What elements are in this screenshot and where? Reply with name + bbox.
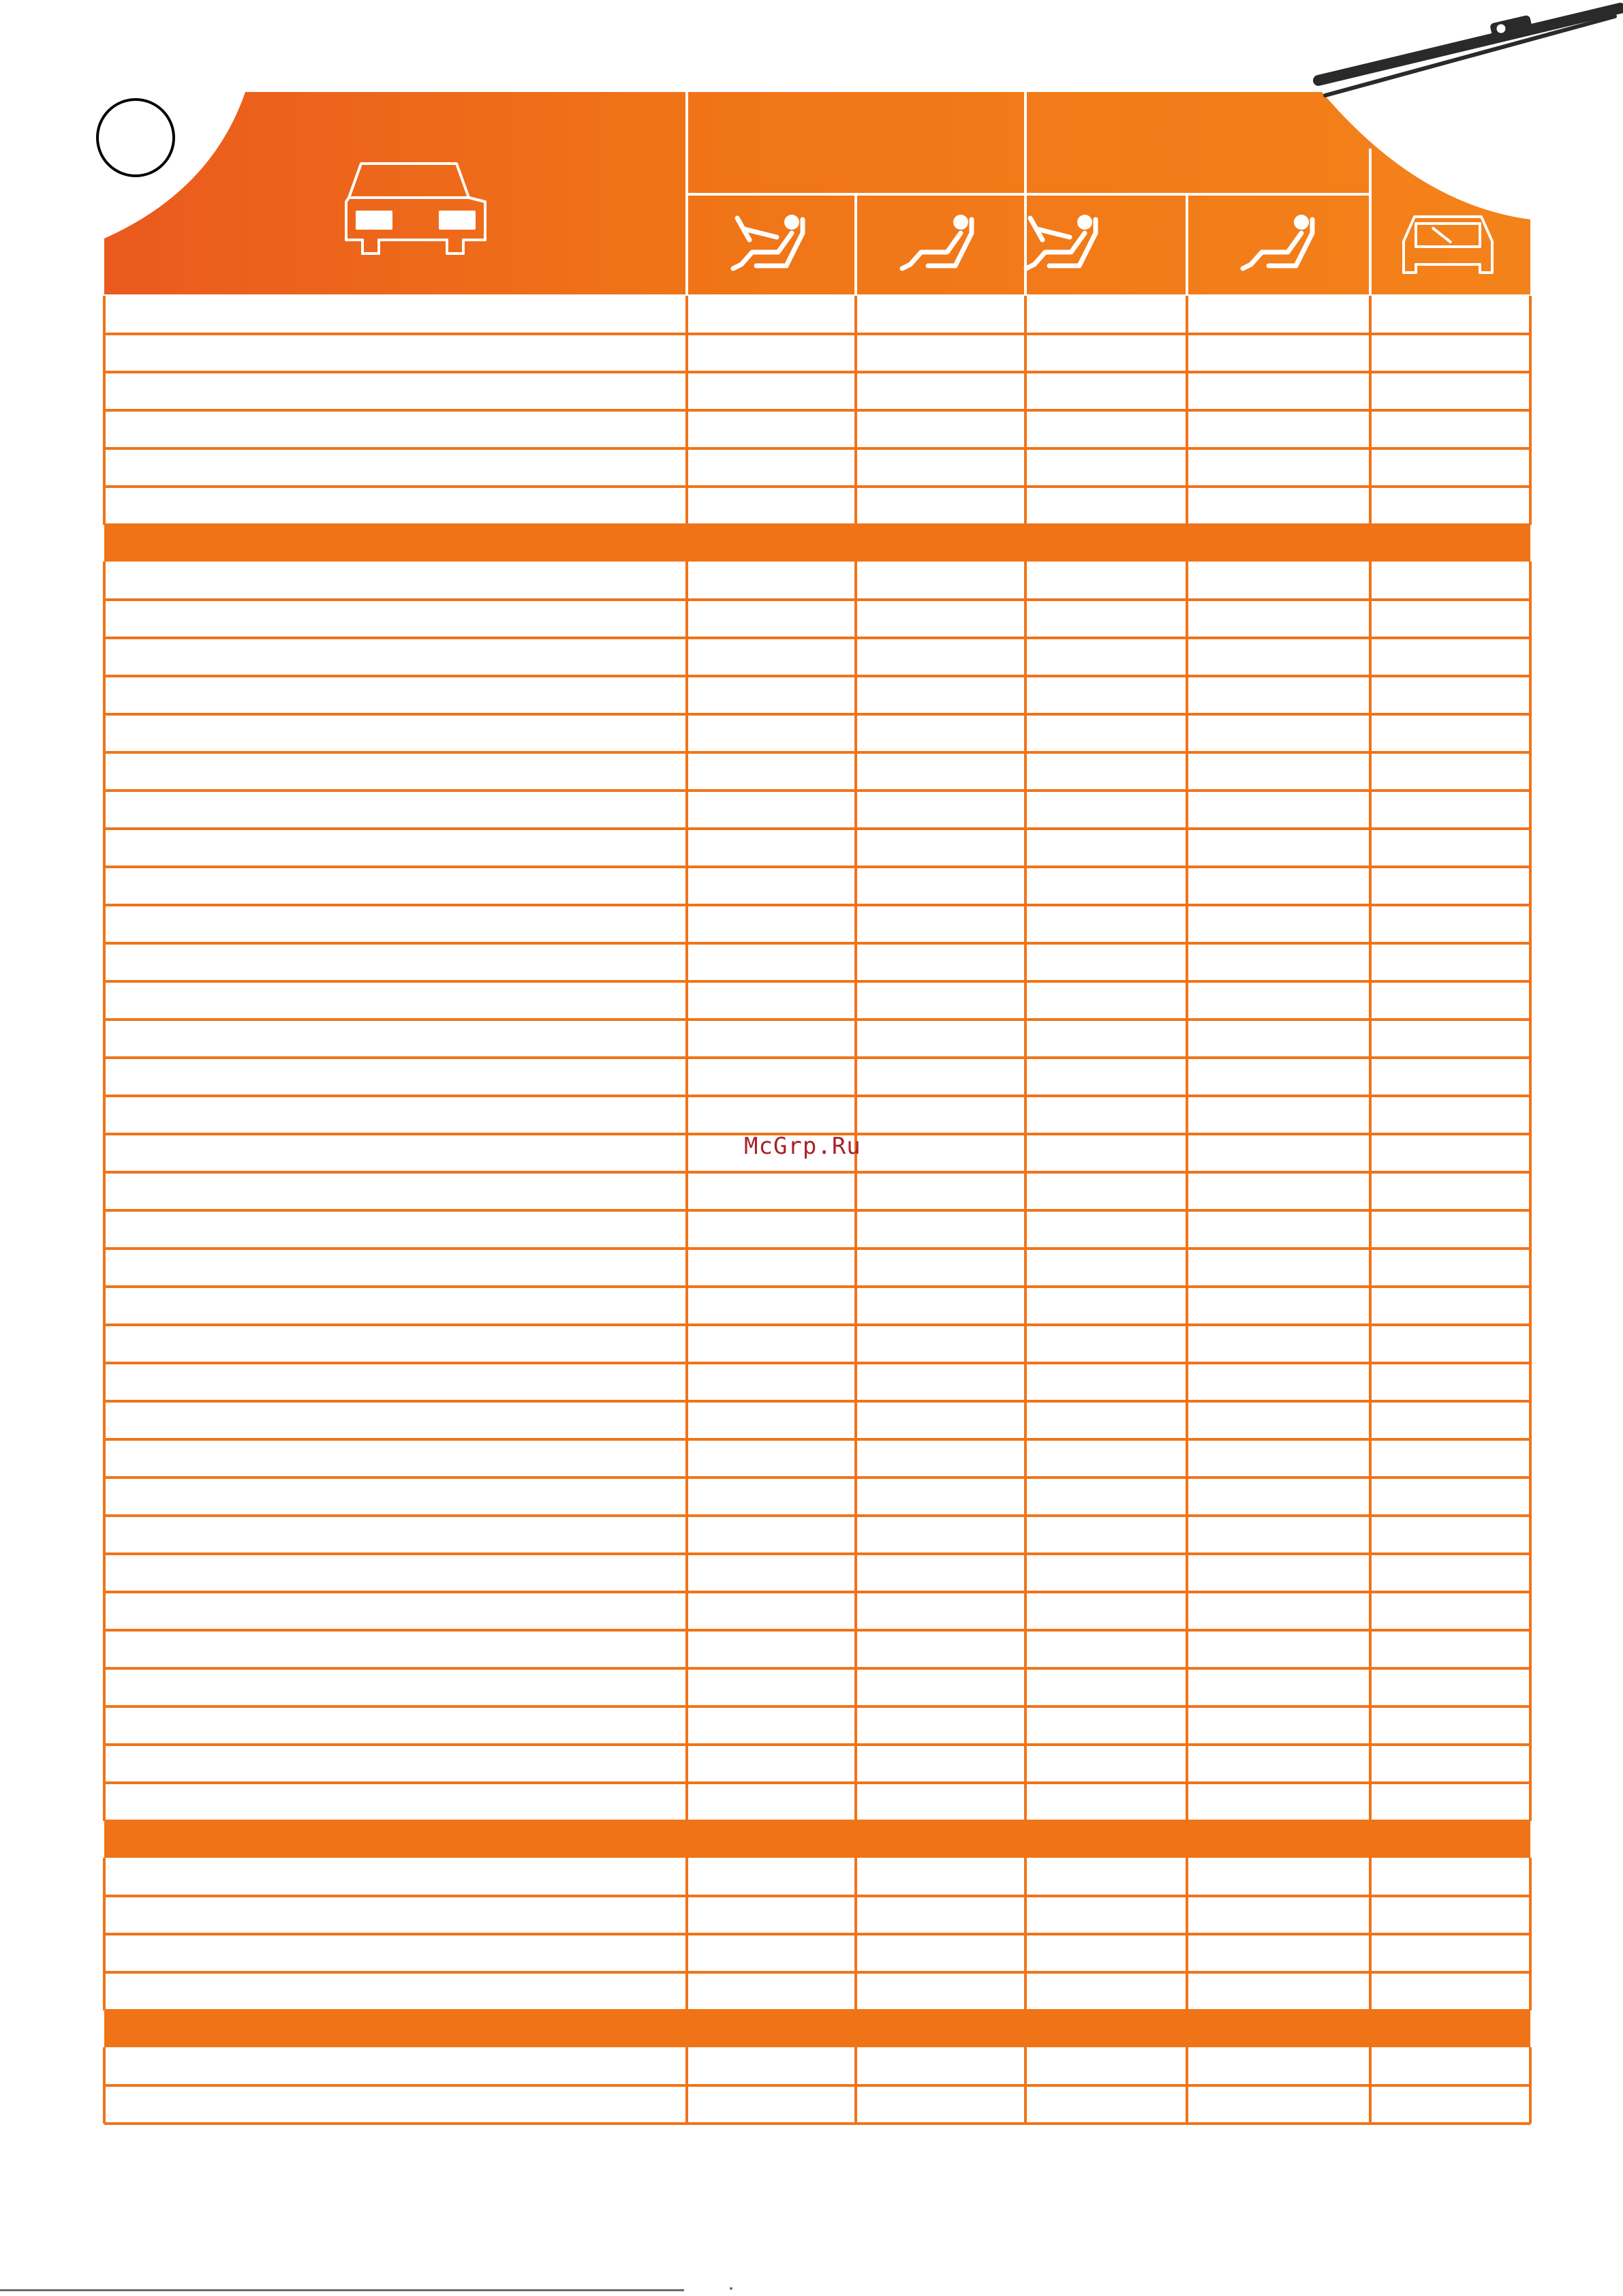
footer-dot [730, 2287, 732, 2290]
section-divider-bar [104, 525, 1530, 562]
section-divider-bar [104, 2010, 1530, 2047]
footer-rule [0, 2289, 684, 2291]
section-divider-bar [104, 1821, 1530, 1858]
watermark-text: McGrp.Ru [744, 1133, 861, 1160]
